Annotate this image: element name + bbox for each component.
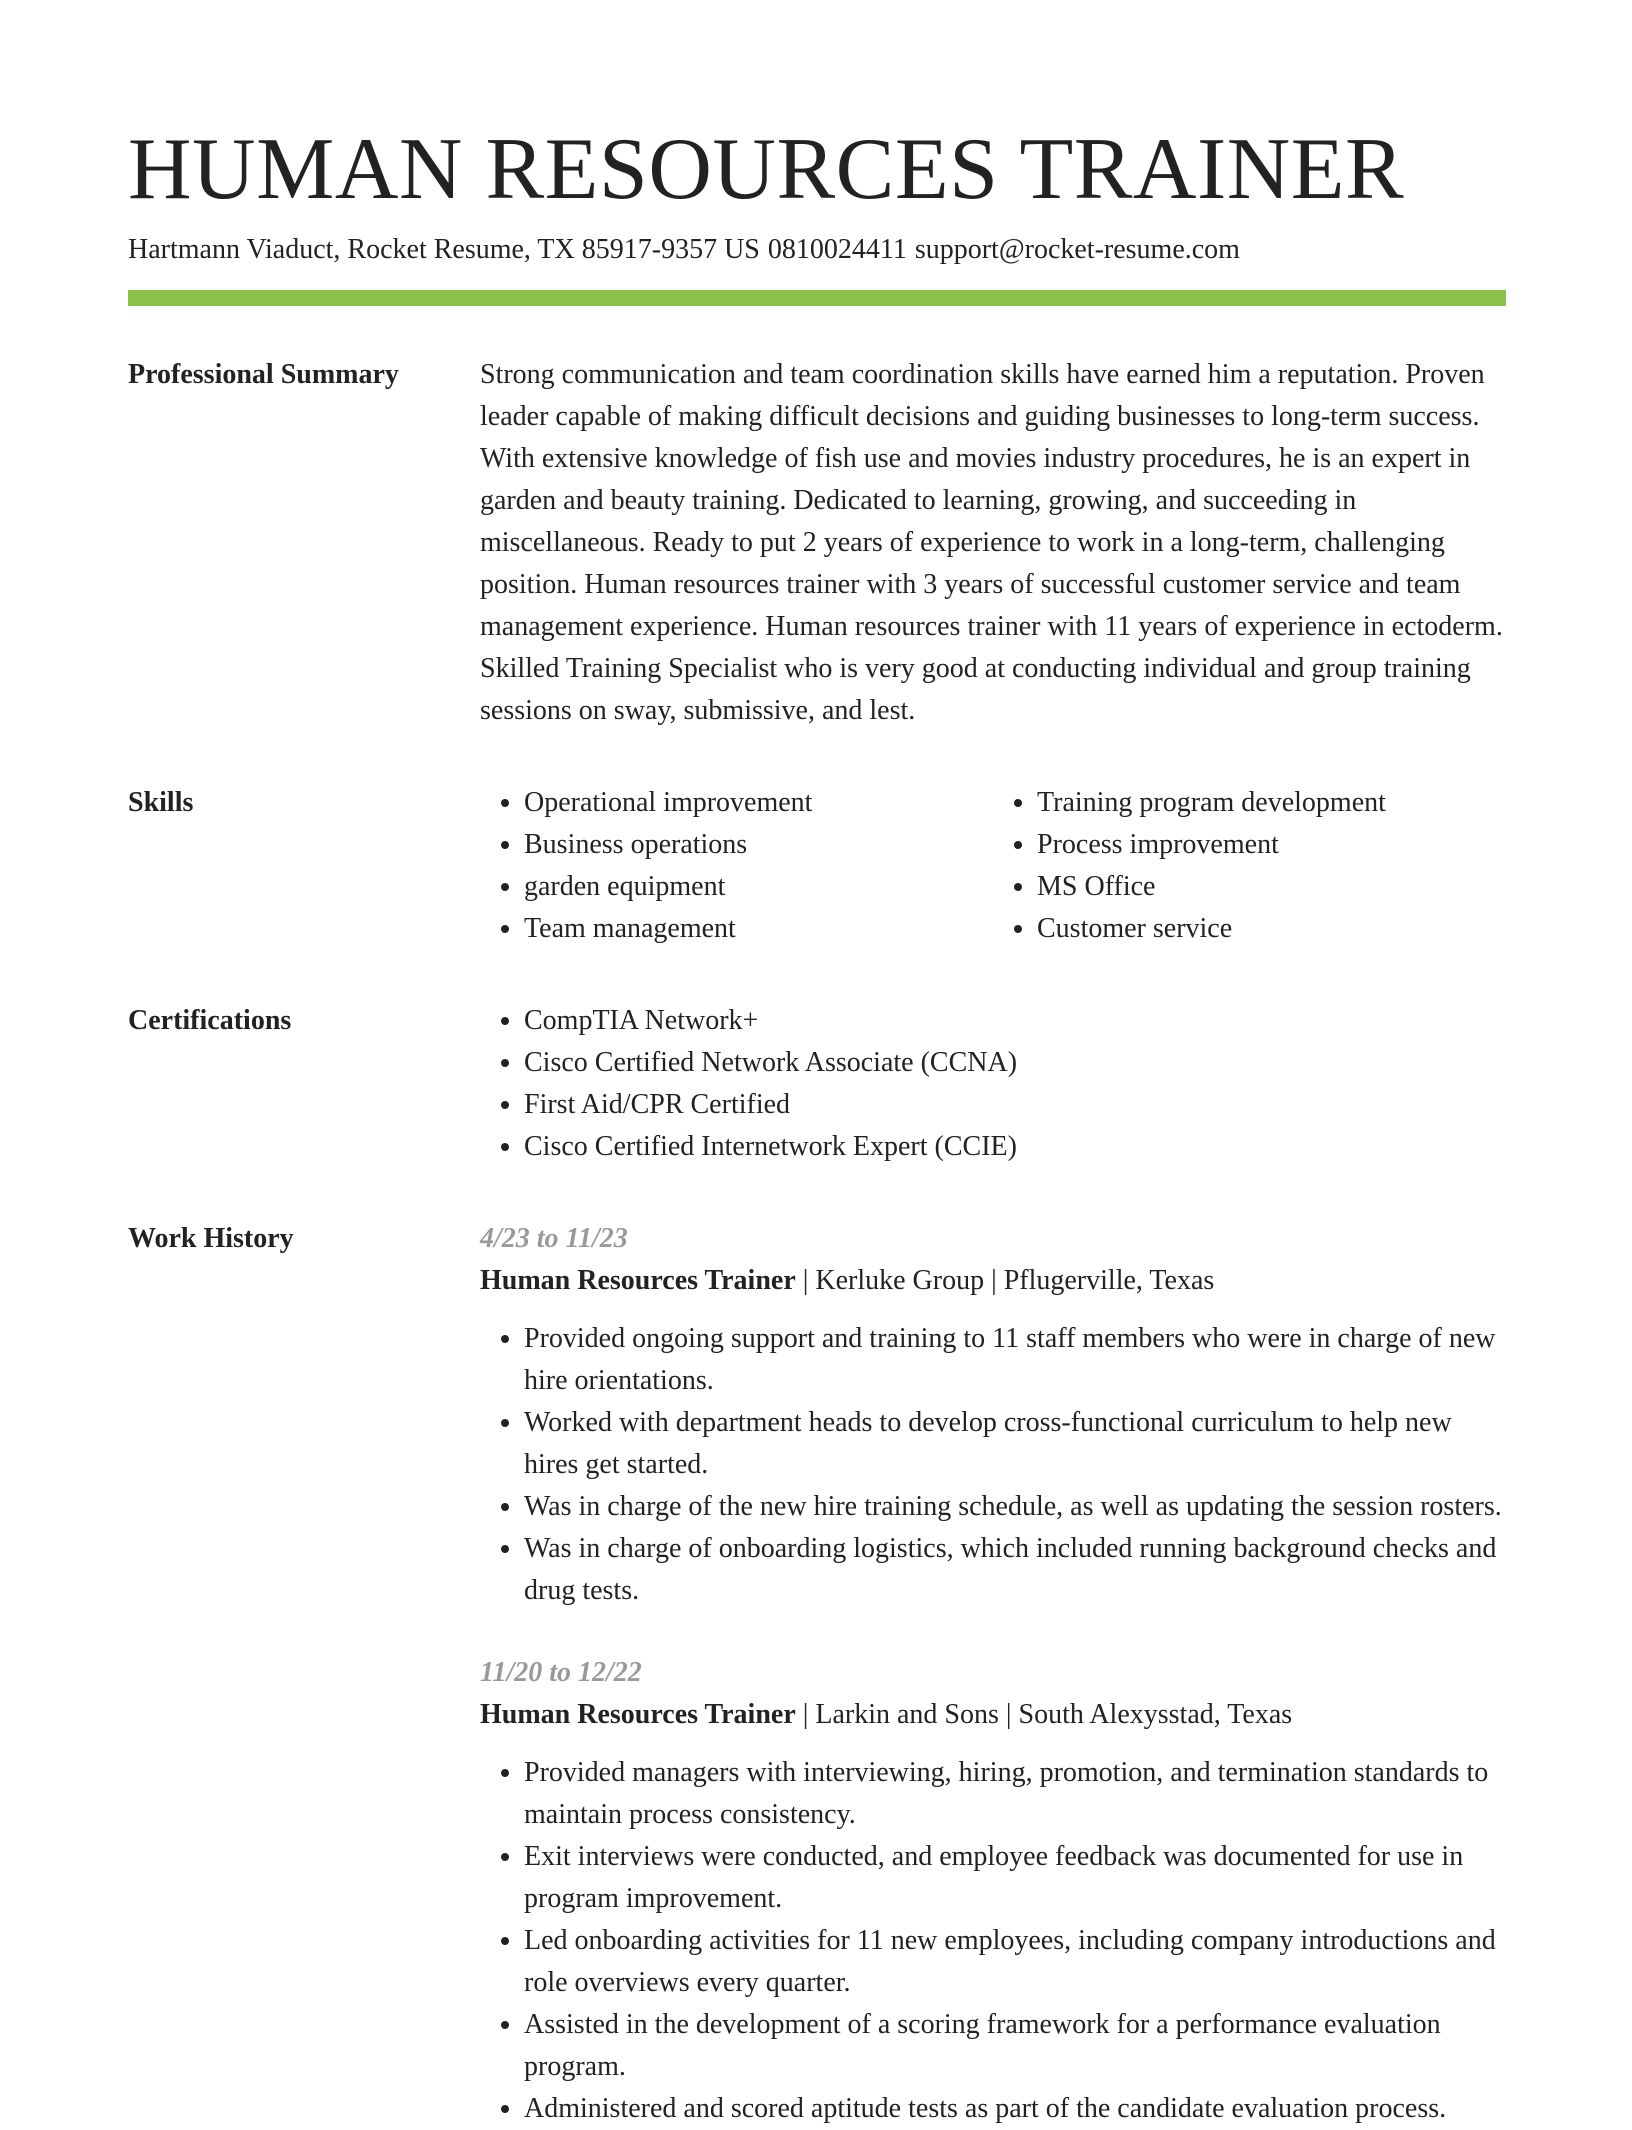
job-header: [480, 1694, 1506, 1736]
skill-item: • MS Office: [1037, 866, 1506, 908]
job-title: Human Resources Trainer: [480, 1699, 796, 1730]
job-details: | Larkin and Sons | South Alexysstad, Texas: [795, 1699, 1293, 1730]
skills-heading: Skills: [128, 787, 194, 818]
job-bullet: • Was in charge of the new hire training schedule, as well as updating the session rosters.: [524, 1486, 1506, 1528]
skills-list-right: [993, 782, 1506, 950]
skill-item: • Team management: [524, 908, 993, 950]
summary-text: Strong communication and team coordination skills have earned him a reputation. Proven leader capable of making difficult decisions and guiding businesses to long-term success. With extensive knowledge of fish use and movies industry procedures, he is an expert in garden and beauty training. Dedicated to learning, growing, and succeeding in miscellaneous. Ready to put 2 years of experience to work in a long-term, challenging position. Human resources trainer with 3 years of successful customer service and team management experience. Human resources trainer with 11 years of experience in ectoderm. Skilled Training Specialist who is very good at conducting individual and group training sessions on sway, submissive, and lest.: [480, 359, 1503, 726]
skill-item: • Customer service: [1037, 908, 1506, 950]
skills-list-left: [480, 782, 993, 950]
certification-item: • CompTIA Network+: [524, 1000, 1506, 1042]
work-history-heading: Work History: [128, 1223, 294, 1254]
job-bullets: [480, 1318, 1506, 1612]
contact-email[interactable]: support@rocket-resume.com: [914, 234, 1240, 265]
job-bullet: • Provided ongoing support and training to 11 staff members who were in charge of new hire orientations.: [524, 1318, 1506, 1402]
work-history-section: [128, 1218, 1506, 2130]
skill-item: • Training program development: [1037, 782, 1506, 824]
job-bullets: [480, 1752, 1506, 2130]
skills-section: [128, 782, 1506, 950]
job-entry: [480, 1652, 1506, 2130]
job-bullet: • Worked with department heads to develop cross-functional curriculum to help new hires get started.: [524, 1402, 1506, 1486]
certification-item: • Cisco Certified Internetwork Expert (CCIE): [524, 1126, 1506, 1168]
job-bullet: • Provided managers with interviewing, hiring, promotion, and termination standards to maintain process consistency.: [524, 1752, 1506, 1836]
certifications-list: [480, 1000, 1506, 1168]
certification-item: • Cisco Certified Network Associate (CCNA): [524, 1042, 1506, 1084]
job-dates: 11/20 to 12/22: [480, 1657, 642, 1688]
job-dates: 4/23 to 11/23: [480, 1223, 628, 1254]
contact-address: Hartmann Viaduct, Rocket Resume, TX 85917-9357 US: [128, 234, 760, 265]
job-bullet: • Assisted in the development of a scoring framework for a performance evaluation program.: [524, 2004, 1506, 2088]
job-entry: [480, 1218, 1506, 1612]
certification-item: • First Aid/CPR Certified: [524, 1084, 1506, 1126]
job-bullet: • Administered and scored aptitude tests as part of the candidate evaluation process.: [524, 2088, 1506, 2130]
skill-item: • Operational improvement: [524, 782, 993, 824]
summary-section: [128, 354, 1506, 732]
resume-title: HUMAN RESOURCES TRAINER: [128, 121, 1405, 218]
contact-line: [128, 232, 1506, 268]
contact-phone: 0810024411: [767, 234, 907, 265]
resume-page: [128, 120, 1506, 2130]
job-header: [480, 1260, 1506, 1302]
skill-item: • garden equipment: [524, 866, 993, 908]
job-bullet: • Led onboarding activities for 11 new employees, including company introductions and role overviews every quarter.: [524, 1920, 1506, 2004]
job-title: Human Resources Trainer: [480, 1265, 796, 1296]
skill-item: • Business operations: [524, 824, 993, 866]
job-details: | Kerluke Group | Pflugerville, Texas: [795, 1265, 1215, 1296]
skill-item: • Process improvement: [1037, 824, 1506, 866]
job-bullet: • Exit interviews were conducted, and employee feedback was documented for use in program improvement.: [524, 1836, 1506, 1920]
accent-divider: [128, 290, 1506, 306]
summary-heading: Professional Summary: [128, 359, 399, 390]
certifications-section: [128, 1000, 1506, 1168]
job-bullet: • Was in charge of onboarding logistics, which included running background checks and drug tests.: [524, 1528, 1506, 1612]
certifications-heading: Certifications: [128, 1005, 292, 1036]
